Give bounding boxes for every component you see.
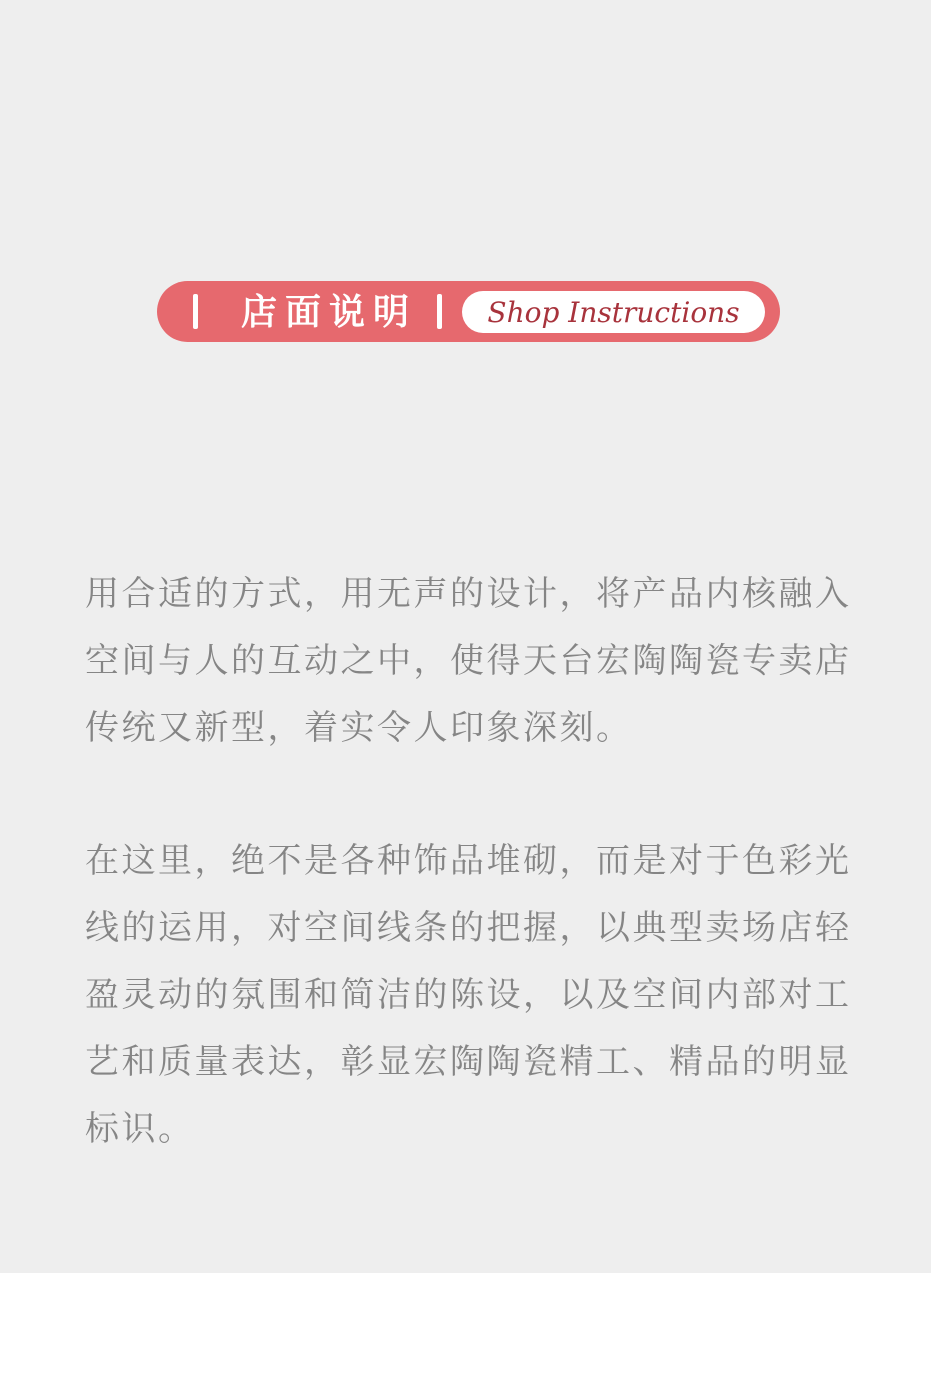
text-line: 空间与人的互动之中，使得天台宏陶陶瓷专卖店 <box>85 642 852 680</box>
text-line: 盈灵动的氛围和简洁的陈设，以及空间内部对工 <box>85 976 852 1014</box>
text-line: 用合适的方式，用无声的设计，将产品内核融入 <box>85 575 852 613</box>
paragraph-1 <box>85 561 860 762</box>
paragraph-2 <box>85 828 860 1163</box>
divider-bar-left <box>193 294 198 329</box>
text-line: 艺和质量表达，彰显宏陶陶瓷精工、精品的明显 <box>85 1043 852 1081</box>
text-line: 在这里，绝不是各种饰品堆砌，而是对于色彩光 <box>85 842 852 880</box>
text-line: 标识。 <box>85 1110 195 1148</box>
divider-bar-right <box>437 294 442 329</box>
text-line: 传统又新型，着实令人印象深刻。 <box>85 709 633 747</box>
section-title-chinese: 店面说明 <box>241 291 418 332</box>
text-line: 线的运用，对空间线条的把握，以典型卖场店轻 <box>85 909 852 947</box>
section-header-banner <box>157 281 780 342</box>
english-title-pill <box>462 291 765 333</box>
section-title-english: Shop Instructions <box>487 296 740 329</box>
